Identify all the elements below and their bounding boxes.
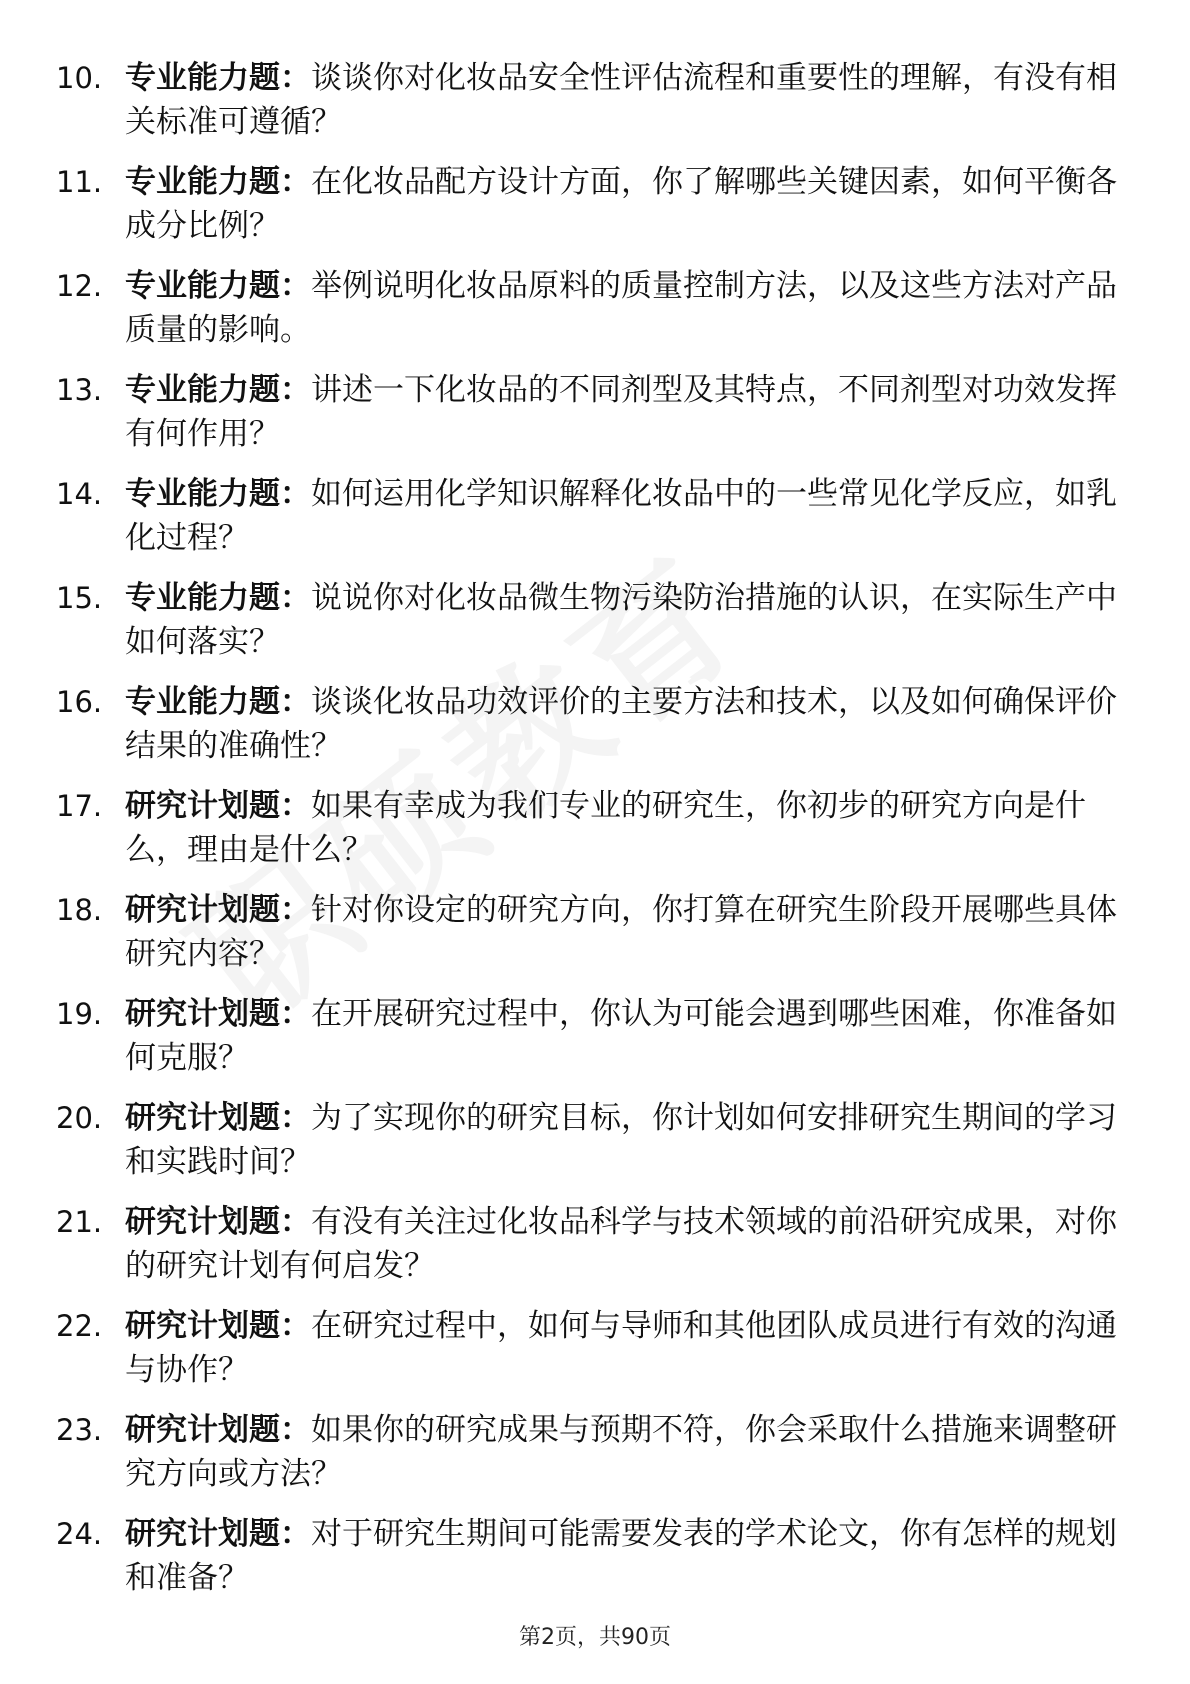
question-body: 谈谈你对化妆品安全性评估流程和重要性的理解，有没有相关标准可遵循？	[125, 60, 1117, 140]
list-item	[0, 1402, 1190, 1506]
question-category: 专业能力题：	[125, 164, 311, 200]
question-body: 针对你设定的研究方向，你打算在研究生阶段开展哪些具体研究内容？	[125, 892, 1117, 972]
question-number: 22.	[56, 1309, 103, 1343]
question-text	[125, 56, 1125, 144]
question-body: 讲述一下化妆品的不同剂型及其特点，不同剂型对功效发挥有何作用？	[125, 372, 1117, 452]
question-category: 专业能力题：	[125, 684, 311, 720]
question-number: 24.	[56, 1517, 103, 1551]
list-item	[0, 154, 1190, 258]
question-number: 20.	[56, 1101, 103, 1135]
list-item	[0, 466, 1190, 570]
question-text	[125, 1408, 1125, 1496]
question-text	[125, 680, 1125, 768]
list-item	[0, 1194, 1190, 1298]
question-list	[0, 50, 1190, 1610]
question-number: 19.	[56, 997, 103, 1031]
question-body: 为了实现你的研究目标，你计划如何安排研究生期间的学习和实践时间？	[125, 1100, 1117, 1180]
list-item	[0, 1090, 1190, 1194]
question-number: 12.	[56, 269, 103, 303]
question-category: 专业能力题：	[125, 268, 311, 304]
question-body: 如果你的研究成果与预期不符，你会采取什么措施来调整研究方向或方法？	[125, 1412, 1117, 1492]
question-body: 对于研究生期间可能需要发表的学术论文，你有怎样的规划和准备？	[125, 1516, 1117, 1596]
question-number: 13.	[56, 373, 103, 407]
question-number: 15.	[56, 581, 103, 615]
list-item	[0, 1506, 1190, 1610]
question-text	[125, 1304, 1125, 1392]
question-number: 14.	[56, 477, 103, 511]
question-number: 21.	[56, 1205, 103, 1239]
question-text	[125, 368, 1125, 456]
question-number: 18.	[56, 893, 103, 927]
question-category: 研究计划题：	[125, 1204, 311, 1240]
question-category: 专业能力题：	[125, 60, 311, 96]
question-category: 专业能力题：	[125, 580, 311, 616]
question-text	[125, 992, 1125, 1080]
question-body: 谈谈化妆品功效评价的主要方法和技术，以及如何确保评价结果的准确性？	[125, 684, 1117, 764]
question-text	[125, 1096, 1125, 1184]
question-category: 研究计划题：	[125, 996, 311, 1032]
question-text	[125, 576, 1125, 664]
question-body: 在化妆品配方设计方面，你了解哪些关键因素，如何平衡各成分比例？	[125, 164, 1117, 244]
question-body: 如果有幸成为我们专业的研究生，你初步的研究方向是什么，理由是什么？	[125, 788, 1086, 868]
question-number: 11.	[56, 165, 103, 199]
list-item	[0, 362, 1190, 466]
question-category: 专业能力题：	[125, 372, 311, 408]
question-number: 10.	[56, 61, 103, 95]
question-number: 23.	[56, 1413, 103, 1447]
question-body: 说说你对化妆品微生物污染防治措施的认识，在实际生产中如何落实？	[125, 580, 1117, 660]
question-category: 专业能力题：	[125, 476, 311, 512]
question-category: 研究计划题：	[125, 1100, 311, 1136]
question-text	[125, 784, 1125, 872]
question-category: 研究计划题：	[125, 1516, 311, 1552]
question-text	[125, 1512, 1125, 1600]
list-item	[0, 1298, 1190, 1402]
question-text	[125, 1200, 1125, 1288]
question-text	[125, 264, 1125, 352]
question-text	[125, 160, 1125, 248]
list-item	[0, 882, 1190, 986]
question-body: 在研究过程中，如何与导师和其他团队成员进行有效的沟通与协作？	[125, 1308, 1117, 1388]
question-body: 在开展研究过程中，你认为可能会遇到哪些困难，你准备如何克服？	[125, 996, 1117, 1076]
question-body: 举例说明化妆品原料的质量控制方法，以及这些方法对产品质量的影响。	[125, 268, 1117, 348]
question-text	[125, 888, 1125, 976]
list-item	[0, 986, 1190, 1090]
page-number-footer: 第2页，共90页	[519, 1625, 671, 1650]
question-number: 16.	[56, 685, 103, 719]
question-body: 如何运用化学知识解释化妆品中的一些常见化学反应，如乳化过程？	[125, 476, 1117, 556]
list-item	[0, 570, 1190, 674]
question-category: 研究计划题：	[125, 892, 311, 928]
list-item	[0, 674, 1190, 778]
question-category: 研究计划题：	[125, 788, 311, 824]
list-item	[0, 50, 1190, 154]
list-item	[0, 778, 1190, 882]
question-category: 研究计划题：	[125, 1412, 311, 1448]
question-number: 17.	[56, 789, 103, 823]
question-text	[125, 472, 1125, 560]
question-body: 有没有关注过化妆品科学与技术领域的前沿研究成果，对你的研究计划有何启发？	[125, 1204, 1117, 1284]
list-item	[0, 258, 1190, 362]
question-category: 研究计划题：	[125, 1308, 311, 1344]
